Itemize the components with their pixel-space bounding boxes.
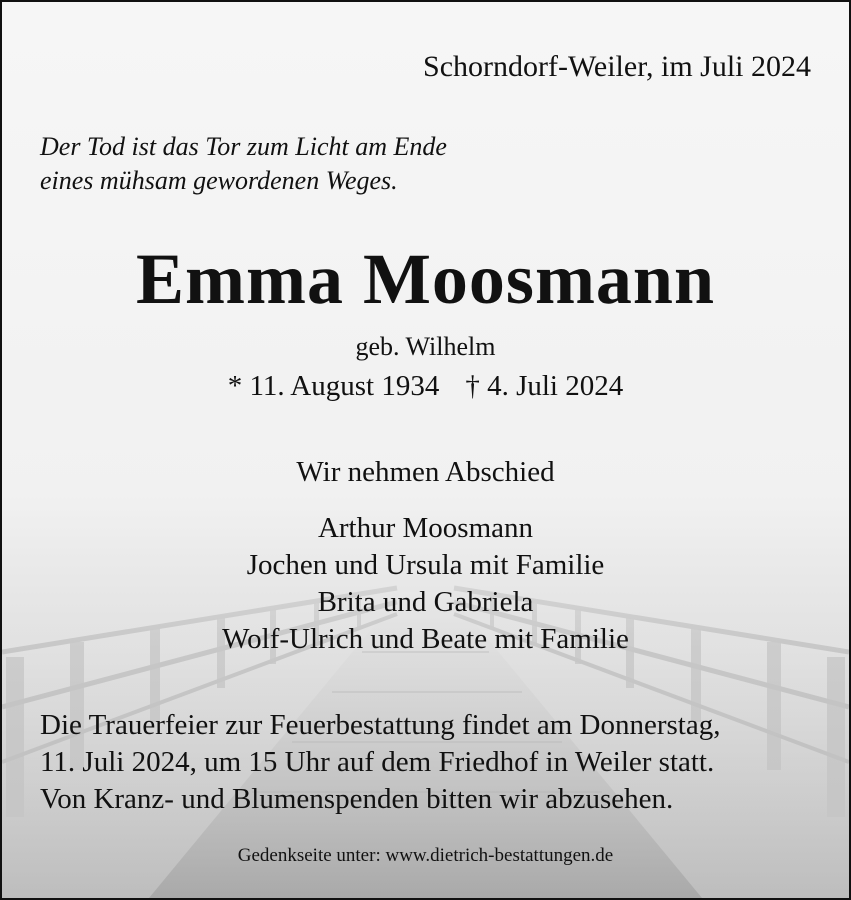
notice-line: Die Trauerfeier zur Feuerbestattung findet am Donnerstag, bbox=[40, 709, 721, 741]
mourner-item: Arthur Moosmann bbox=[317, 512, 534, 544]
birth-date: * 11. August 1934 bbox=[227, 370, 440, 402]
deceased-name: Emma Moosmann bbox=[135, 239, 715, 319]
life-dates bbox=[2, 370, 849, 403]
place-date: Schorndorf-Weiler, im Juli 2024 bbox=[423, 50, 811, 83]
mourner-item: Jochen und Ursula mit Familie bbox=[246, 549, 605, 581]
death-date: † 4. Juli 2024 bbox=[465, 370, 624, 402]
motto-line: Der Tod ist das Tor zum Licht am Ende bbox=[40, 132, 447, 161]
notice-line: Von Kranz- und Blumenspenden bitten wir abzusehen. bbox=[40, 783, 674, 815]
motto-quote bbox=[40, 130, 447, 198]
mourners-list bbox=[2, 510, 849, 658]
birth-name: geb. Wilhelm bbox=[355, 332, 496, 361]
mourner-item: Wolf-Ulrich und Beate mit Familie bbox=[222, 623, 629, 655]
farewell-text: Wir nehmen Abschied bbox=[296, 456, 555, 488]
motto-line: eines mühsam gewordenen Weges. bbox=[40, 166, 398, 195]
funeral-notice bbox=[40, 707, 820, 818]
memorial-page-link: Gedenkseite unter: www.dietrich-bestattungen.de bbox=[237, 845, 614, 866]
notice-line: 11. Juli 2024, um 15 Uhr auf dem Friedhof in Weiler statt. bbox=[40, 746, 715, 778]
mourner-item: Brita und Gabriela bbox=[317, 586, 534, 618]
